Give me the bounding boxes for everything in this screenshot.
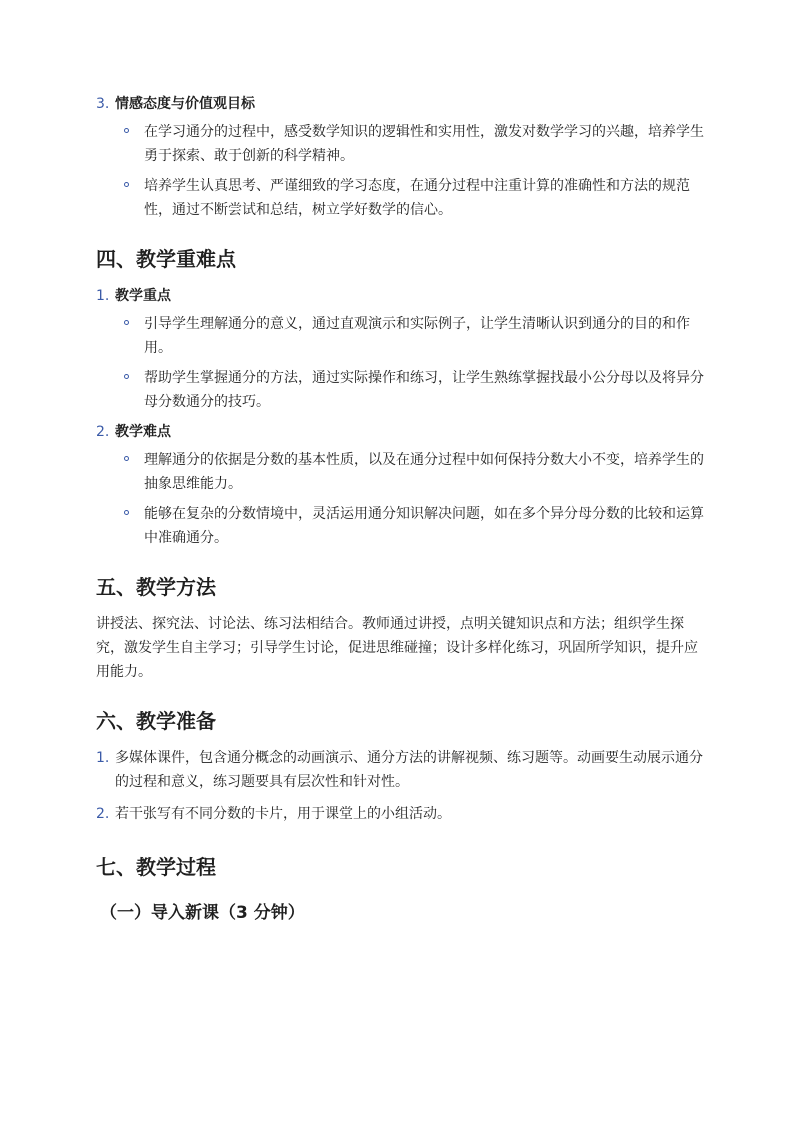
item-label: 教学难点 [115,424,171,440]
list-item-text: 理解通分的依据是分数的基本性质，以及在通分过程中如何保持分数大小不变，培养学生的抽象思维能力。 [144,452,704,492]
hollow-bullet-icon [124,182,129,187]
list-item [96,120,706,168]
methods-paragraph: 讲授法、探究法、讨论法、练习法相结合。教师通过讲授，点明关键知识点和方法；组织学生探究，激发学生自主学习；引导学生讨论，促进思维碰撞；设计多样化练习，巩固所学知识，提升应用能力。 [96,616,698,680]
item-number: 1. [96,750,110,766]
subsection-heading: （一）导入新课（3 分钟） [100,903,305,923]
key-points-item [96,284,706,308]
list-item-text: 帮助学生掌握通分的方法，通过实际操作和练习，让学生熟练掌握找最小公分母以及将异分母分数通分的技巧。 [144,370,704,410]
list-item [96,502,706,550]
hollow-bullet-icon [124,320,129,325]
difficulty-item [96,420,706,444]
list-item-text: 在学习通分的过程中，感受数学知识的逻辑性和实用性，激发对数学学习的兴趣，培养学生勇于探索、敢于创新的科学精神。 [144,124,704,164]
item-label: 教学重点 [115,288,171,304]
hollow-bullet-icon [124,510,129,515]
section-heading-4: 四、教学重难点 [96,247,236,271]
list-item [96,366,706,414]
objective-item-3 [96,92,706,116]
item-number: 3. [96,96,110,112]
list-item [96,174,706,222]
preparation-item-1 [96,746,706,794]
hollow-bullet-icon [124,128,129,133]
document-page [96,92,706,926]
item-number: 2. [96,424,110,440]
item-number: 2. [96,806,110,822]
item-label: 情感态度与价值观目标 [115,96,255,112]
section-heading-5: 五、教学方法 [96,575,216,599]
item-number: 1. [96,288,110,304]
list-item [96,448,706,496]
list-item-text: 引导学生理解通分的意义，通过直观演示和实际例子，让学生清晰认识到通分的目的和作用。 [144,316,690,356]
section-heading-6: 六、教学准备 [96,709,216,733]
bullet-list [96,448,706,550]
preparation-item-2 [96,802,706,826]
hollow-bullet-icon [124,456,129,461]
item-text: 多媒体课件，包含通分概念的动画演示、通分方法的讲解视频、练习题等。动画要生动展示通分的过程和意义，练习题要具有层次性和针对性。 [115,750,703,790]
bullet-list [96,120,706,222]
list-item-text: 培养学生认真思考、严谨细致的学习态度，在通分过程中注重计算的准确性和方法的规范性，通过不断尝试和总结，树立学好数学的信心。 [144,178,690,218]
item-text: 若干张写有不同分数的卡片，用于课堂上的小组活动。 [115,806,451,822]
list-item-text: 能够在复杂的分数情境中，灵活运用通分知识解决问题，如在多个异分母分数的比较和运算中准确通分。 [144,506,704,546]
bullet-list [96,312,706,414]
section-heading-7: 七、教学过程 [96,855,216,879]
hollow-bullet-icon [124,374,129,379]
list-item [96,312,706,360]
